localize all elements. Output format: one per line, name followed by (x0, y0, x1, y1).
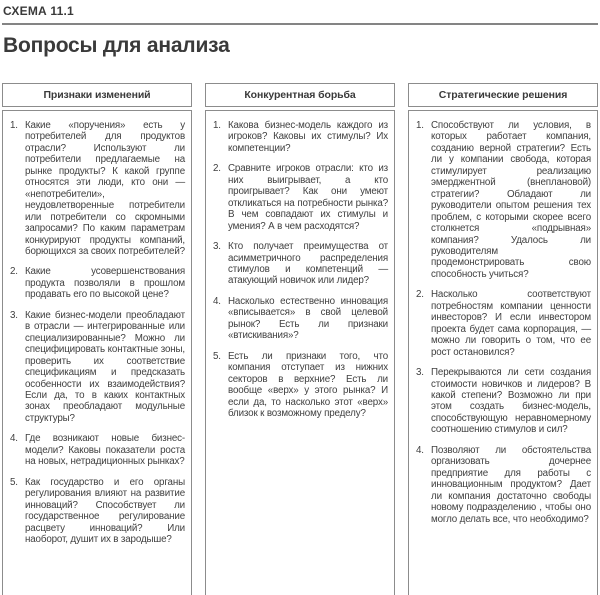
question-text: Какова бизнес-модель каждого из игроков? Каковы их стимулы? Их компетенции? (228, 120, 388, 154)
question-item (416, 120, 591, 280)
question-item (213, 241, 388, 287)
column-body-signs-of-change (2, 110, 192, 595)
question-item (213, 351, 388, 420)
question-number: 4. (416, 444, 424, 456)
column-signs-of-change (2, 83, 192, 595)
question-number: 4. (10, 433, 18, 445)
question-text: Как государство и его органы регулирования влияют на развитие инноваций? Способствует ли государственное регулирование расцвету инноваций? Или наоборот, душит их в зародыше? (25, 476, 185, 545)
question-item (213, 120, 388, 154)
question-item (213, 163, 388, 232)
scheme-label: СХЕМА 11.1 (3, 4, 74, 18)
column-body-competitive-battle (205, 110, 395, 595)
question-number: 1. (213, 120, 221, 131)
question-text: Сравните игроков отрасли: кто из них выигрывает, а кто проигрывает? Как они умеют откликаться на потребности рынка? В чем совпадают их стимулы и умения? А в чем расходятся? (228, 163, 388, 232)
question-text: Способствуют ли условия, в которых работает компания, созданию верной стратегии? Есть ли у компании свобода, которая стимулирует реализацию эмерджентной (внеплановой) стратегии? Обладают ли руководители опытом решения тех проблем, с которыми скорее всего столкнется «подрывная» компания? Удалось ли руководителям продемонстрировать свою способность учиться? (431, 120, 591, 280)
column-body-strategic-decisions (408, 110, 598, 595)
question-text: Какие усовершенствования продукта позволяли в прошлом продавать его по высокой цене? (25, 266, 185, 301)
question-item (213, 296, 388, 342)
question-text: Кто получает преимущества от асимметричного распределения стимулов и компетенций — атакующий новичок или лидер? (228, 241, 388, 287)
column-strategic-decisions (408, 83, 598, 595)
question-item (10, 433, 185, 467)
question-item (10, 310, 185, 425)
question-number: 3. (213, 241, 221, 253)
question-text: Перекрываются ли сети создания стоимости новичков и лидеров? В какой степени? Возможно ли при этом создать бизнес-модель, способствующую неравномерному соотношению стимулов и сил? (431, 367, 591, 436)
question-item (416, 445, 591, 525)
header-divider (2, 23, 598, 25)
question-text: Насколько естественно инновация «вписывается» в свой целевой рынок? Есть ли признаки «втискивания»? (228, 295, 388, 342)
question-item (10, 120, 185, 257)
question-number: 1. (416, 120, 424, 131)
column-header-strategic-decisions: Стратегические решения (408, 83, 598, 107)
question-text: Позволяют ли обстоятельства организовать дочернее предприятие для работы с инновационным продуктом? Дает ли компания достаточно свободы новому подразделению , чтобы оно могло делать все, что необходимо? (431, 444, 591, 525)
question-number: 5. (10, 476, 18, 488)
question-number: 2. (416, 289, 424, 301)
question-item (416, 367, 591, 436)
question-number: 4. (213, 295, 221, 307)
question-number: 5. (213, 350, 221, 362)
analysis-table (2, 83, 598, 595)
question-number: 2. (213, 163, 221, 175)
question-list-signs-of-change (10, 120, 185, 545)
question-number: 1. (10, 120, 18, 131)
question-text: Какие «поручения» есть у потребителей для продуктов отрасли? Используют ли потребители предлагаемые на рынке продукты? К какой группе относятся эти люди, кто они — «непотребители», неудовлетворенные потребители или потребители со скромными запросами? По каким параметрам конкурируют продукты компаний, борющихся за своих потребителей? (25, 120, 185, 257)
question-number: 3. (10, 309, 18, 321)
question-text: Есть ли признаки того, что компания отступает из нижних секторов в верхние? Есть ли вообще «верх» у этого рынка? И если да, то насколько этот «верх» близок к возможному пределу? (228, 350, 388, 419)
question-list-competitive-battle (213, 120, 388, 419)
question-item (10, 266, 185, 300)
page-title: Вопросы для анализа (3, 34, 230, 57)
question-item (10, 477, 185, 546)
question-text: Какие бизнес-модели преобладают в отрасли — интегрированные или специализированные? Можно ли специфицировать контактные зоны, проверить их соответствие спецификациям и предсказать особенности их взаимодействия? Если да, то в каких контактных зонах преобладают модульные структуры? (25, 309, 185, 424)
question-number: 3. (416, 367, 424, 379)
question-number: 2. (10, 266, 18, 278)
question-text: Насколько соответствуют потребностям компании ценности инвесторов? И если инвестором проекта будет сама корпорация, — можно ли говорить о том, что ее рост остановился? (431, 289, 591, 358)
question-text: Где возникают новые бизнес-модели? Каковы показатели роста на новых, нетрадиционных рынках? (25, 433, 185, 468)
column-header-signs-of-change: Признаки изменений (2, 83, 192, 107)
column-competitive-battle (205, 83, 395, 595)
question-list-strategic-decisions (416, 120, 591, 525)
question-item (416, 289, 591, 358)
column-header-competitive-battle: Конкурентная борьба (205, 83, 395, 107)
